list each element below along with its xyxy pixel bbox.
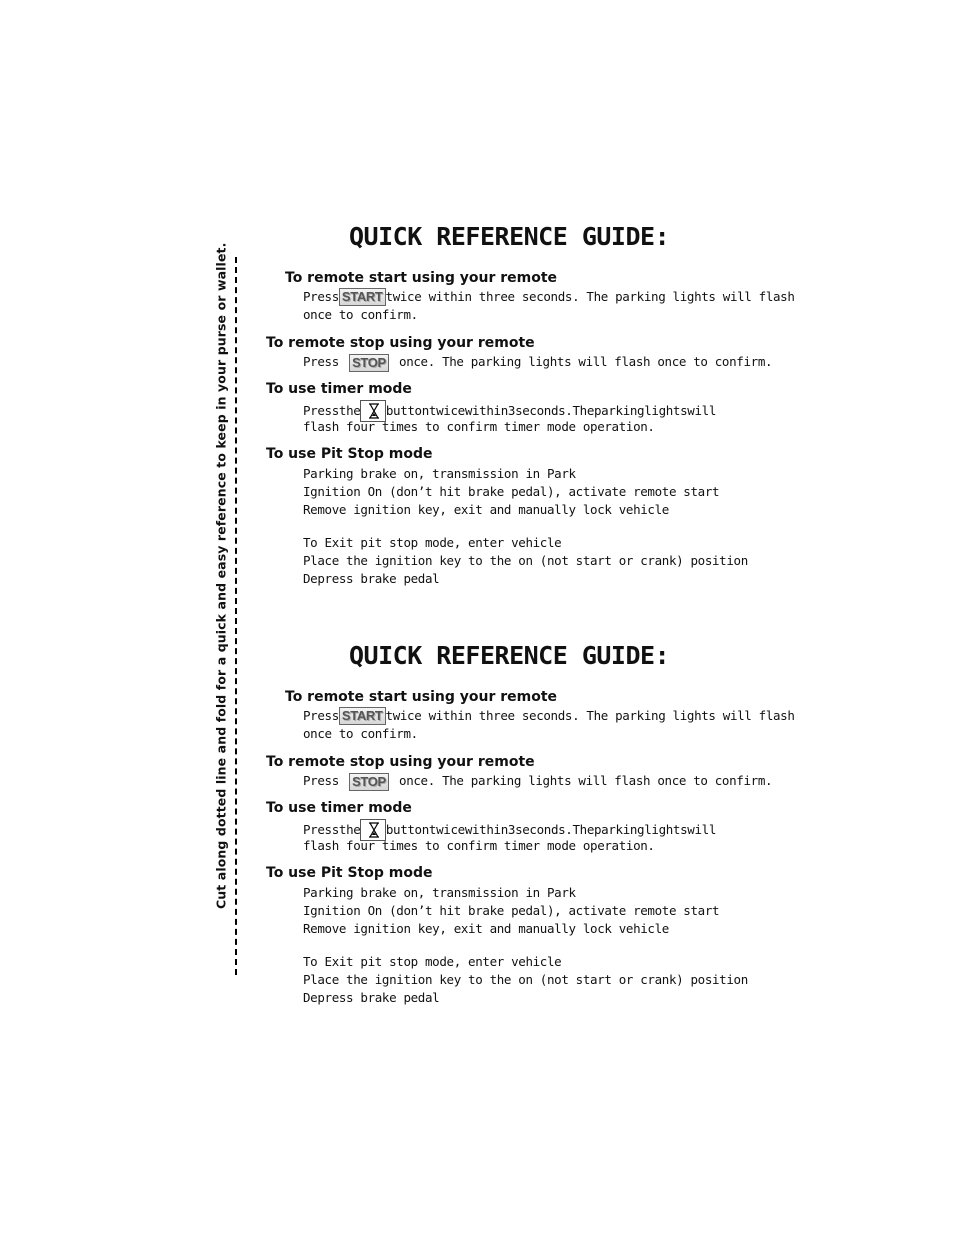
pit-stop-exit-line: Place the ignition key to the on (not start or crank) position	[303, 553, 748, 568]
guide-title: QUICK REFERENCE GUIDE:	[349, 222, 670, 251]
timer-mode-line-1: Press the button twice within 3 seconds. The parking lights will	[303, 819, 716, 841]
pit-stop-exit-line: To Exit pit stop mode, enter vehicle	[303, 535, 562, 550]
timer-mode-line-2: flash four times to confirm timer mode operation.	[303, 419, 655, 434]
stop-button-icon: STOP	[349, 773, 389, 791]
pit-stop-exit-line: Depress brake pedal	[303, 990, 440, 1005]
remote-stop-heading: To remote stop using your remote	[266, 335, 535, 351]
stop-button-icon: STOP	[349, 354, 389, 372]
remote-stop-line: Press STOP once. The parking lights will flash once to confirm.	[303, 773, 773, 789]
remote-start-line-1: Press START twice within three seconds. The parking lights will flash	[303, 289, 795, 304]
remote-stop-line: Press STOP once. The parking lights will flash once to confirm.	[303, 354, 773, 370]
pit-stop-line: Ignition On (don’t hit brake pedal), activate remote start	[303, 903, 720, 918]
pit-stop-heading: To use Pit Stop mode	[266, 446, 433, 462]
pit-stop-line: Remove ignition key, exit and manually lock vehicle	[303, 921, 669, 936]
pit-stop-line: Ignition On (don’t hit brake pedal), activate remote start	[303, 484, 720, 499]
remote-start-line-1: Press START twice within three seconds. The parking lights will flash	[303, 708, 795, 723]
remote-stop-heading: To remote stop using your remote	[266, 754, 535, 770]
remote-start-heading: To remote start using your remote	[285, 270, 558, 286]
start-button-icon: START	[339, 288, 386, 306]
pit-stop-exit-line: Place the ignition key to the on (not start or crank) position	[303, 972, 748, 987]
pit-stop-exit-line: To Exit pit stop mode, enter vehicle	[303, 954, 562, 969]
pit-stop-line: Remove ignition key, exit and manually lock vehicle	[303, 502, 669, 517]
pit-stop-exit-line: Depress brake pedal	[303, 571, 440, 586]
timer-mode-line-1: Press the button twice within 3 seconds. The parking lights will	[303, 400, 716, 422]
timer-mode-line-2: flash four times to confirm timer mode operation.	[303, 838, 655, 853]
timer-mode-heading: To use timer mode	[266, 800, 412, 816]
guide-title: QUICK REFERENCE GUIDE:	[349, 641, 670, 670]
remote-start-heading: To remote start using your remote	[285, 689, 558, 705]
cut-dotted-line	[235, 257, 237, 975]
start-button-icon: START	[339, 707, 386, 725]
pit-stop-heading: To use Pit Stop mode	[266, 865, 433, 881]
pit-stop-line: Parking brake on, transmission in Park	[303, 466, 576, 481]
side-instruction: Cut along dotted line and fold for a quick and easy reference to keep in your purse or wallet.	[213, 242, 229, 909]
remote-start-line-2: once to confirm.	[303, 726, 418, 741]
pit-stop-line: Parking brake on, transmission in Park	[303, 885, 576, 900]
timer-mode-heading: To use timer mode	[266, 381, 412, 397]
remote-start-line-2: once to confirm.	[303, 307, 418, 322]
